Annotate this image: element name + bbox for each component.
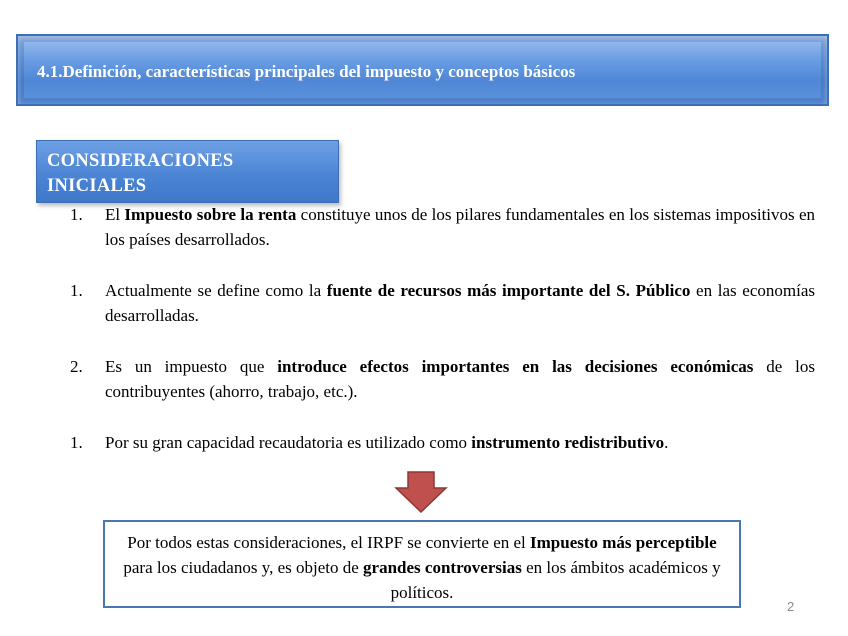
- item-text-part: constituye unos de los pilares fundamentales en los sistemas impositivos en los países desarrollados.: [105, 205, 815, 249]
- item-text-bold: instrumento redistributivo: [471, 433, 665, 452]
- item-text-part: Es un impuesto que: [105, 357, 278, 376]
- list-item: [70, 354, 815, 404]
- down-arrow-icon: [394, 471, 448, 513]
- item-text: [105, 430, 815, 455]
- slide-title: 4.1.Definición, características principales del impuesto y conceptos básicos: [37, 62, 576, 81]
- conclusion-text-bold: grandes controversias: [363, 558, 522, 577]
- title-banner: [16, 34, 829, 106]
- list-item: [70, 202, 815, 252]
- conclusion-text-part: en los ámbitos académicos y políticos.: [390, 558, 721, 602]
- conclusion-text-part: para los ciudadanos y, es objeto de: [123, 558, 364, 577]
- item-number: 2.: [70, 357, 83, 376]
- item-text-part: Por su gran capacidad recaudatoria es utilizado como: [105, 433, 472, 452]
- item-text-part: Actualmente se define como la: [105, 281, 327, 300]
- item-text-bold: Impuesto sobre la renta: [124, 205, 297, 224]
- item-text: [105, 202, 815, 252]
- item-text-part: en las economías desarrolladas.: [105, 281, 815, 325]
- item-text-part: El: [105, 205, 125, 224]
- item-text: [105, 278, 815, 328]
- section-label-box: [36, 140, 339, 203]
- page-number: 2: [787, 599, 795, 614]
- item-text-bold: introduce efectos importantes en las decisiones económicas: [277, 357, 754, 376]
- item-text: [105, 354, 815, 404]
- item-number: 1.: [70, 205, 83, 224]
- list-item: [70, 430, 815, 455]
- down-arrow-shape: [396, 472, 446, 512]
- list-item: [70, 278, 815, 328]
- conclusion-text-bold: Impuesto más perceptible: [530, 533, 717, 552]
- conclusion-box: [103, 520, 741, 608]
- item-number: 1.: [70, 281, 83, 300]
- item-text-part: de los contribuyentes (ahorro, trabajo, etc.).: [105, 357, 815, 401]
- conclusion-text-part: Por todos estas consideraciones, el IRPF se convierte en el: [127, 533, 531, 552]
- item-text-part: .: [664, 433, 669, 452]
- section-label: CONSIDERACIONES INICIALES: [47, 151, 234, 196]
- item-number: 1.: [70, 433, 83, 452]
- item-text-bold: fuente de recursos más importante del S. Público: [326, 281, 691, 300]
